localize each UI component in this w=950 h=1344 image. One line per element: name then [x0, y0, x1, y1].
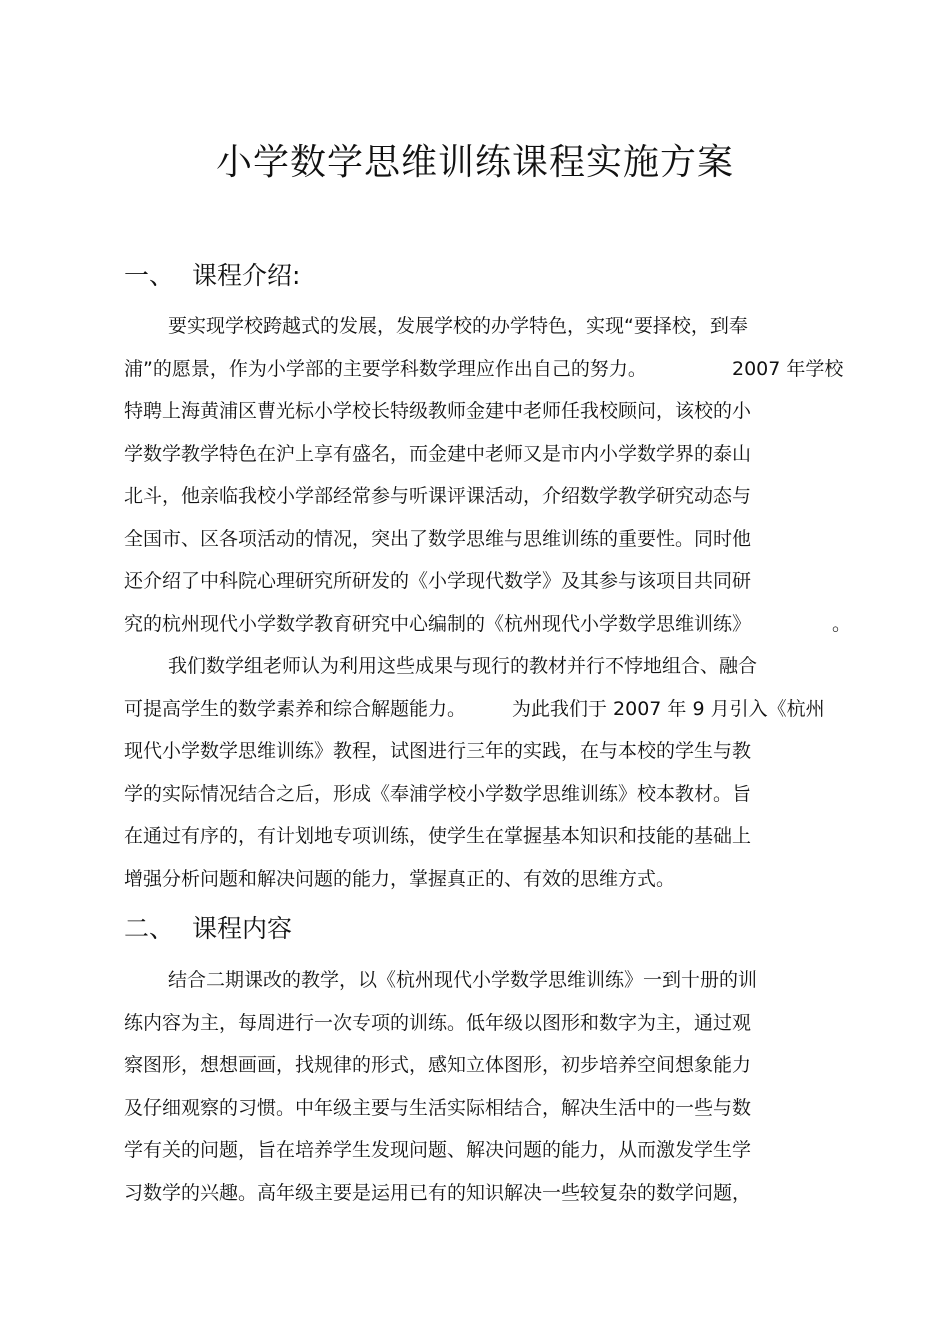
document-title: 小学数学思维训练课程实施方案: [215, 142, 734, 183]
paragraph-line: 究的杭州现代小学数学教育研究中心编制的《杭州现代小学数学思维训练》: [124, 613, 752, 635]
paragraph-line: 习数学的兴趣。高年级主要是运用已有的知识解决一些较复杂的数学问题，: [124, 1182, 752, 1204]
paragraph-line: 。: [832, 613, 852, 635]
section-number: 一、: [124, 261, 175, 290]
paragraph-line: 结合二期课改的教学，以《杭州现代小学数学思维训练》一到十册的训: [168, 969, 758, 991]
paragraph-line: 浦”的愿景，作为小学部的主要学科数学理应作出自己的努力。: [124, 358, 647, 380]
paragraph-line: 学的实际情况结合之后，形成《奉浦学校小学数学思维训练》校本教材。旨: [124, 783, 752, 805]
paragraph-line: 2007 年学校: [732, 358, 844, 380]
paragraph-line: 察图形，想想画画，找规律的形式，感知立体图形，初步培养空间想象能力: [124, 1054, 752, 1076]
paragraph-line: 练内容为主，每周进行一次专项的训练。低年级以图形和数字为主，通过观: [124, 1012, 752, 1034]
paragraph-line: 为此我们于 2007 年 9 月引入《杭州: [512, 698, 825, 720]
paragraph-line: 可提高学生的数学素养和综合解题能力。: [124, 698, 467, 720]
paragraph-line: 特聘上海黄浦区曹光标小学校长特级教师金建中老师任我校顾问，该校的小: [124, 400, 752, 422]
paragraph-line: 我们数学组老师认为利用这些成果与现行的教材并行不悖地组合、融合: [168, 655, 758, 677]
paragraph-line: 全国市、区各项活动的情况，突出了数学思维与思维训练的重要性。同时他: [124, 528, 752, 550]
paragraph-line: 学有关的问题，旨在培养学生发现问题、解决问题的能力，从而激发学生学: [124, 1139, 752, 1161]
section-heading-2: [124, 911, 292, 947]
section-title: 课程介绍:: [192, 261, 301, 290]
section-title: 课程内容: [192, 914, 293, 943]
section-heading-1: [124, 258, 300, 294]
paragraph-line: 及仔细观察的习惯。中年级主要与生活实际相结合，解决生活中的一些与数: [124, 1097, 752, 1119]
paragraph-line: 学数学教学特色在沪上享有盛名，而金建中老师又是市内小学数学界的泰山: [124, 443, 752, 465]
paragraph-line: 北斗，他亲临我校小学部经常参与听课评课活动，介绍数学教学研究动态与: [124, 485, 752, 507]
section-number: 二、: [124, 914, 175, 943]
paragraph-line: 增强分析问题和解决问题的能力，掌握真正的、有效的思维方式。: [124, 868, 676, 890]
paragraph-line: 现代小学数学思维训练》教程，试图进行三年的实践，在与本校的学生与教: [124, 740, 752, 762]
paragraph-line: 还介绍了中科院心理研究所研发的《小学现代数学》及其参与该项目共同研: [124, 570, 752, 592]
paragraph-line: 在通过有序的，有计划地专项训练，使学生在掌握基本知识和技能的基础上: [124, 825, 752, 847]
paragraph-line: 要实现学校跨越式的发展，发展学校的办学特色，实现“要择校，到奉: [168, 315, 748, 337]
